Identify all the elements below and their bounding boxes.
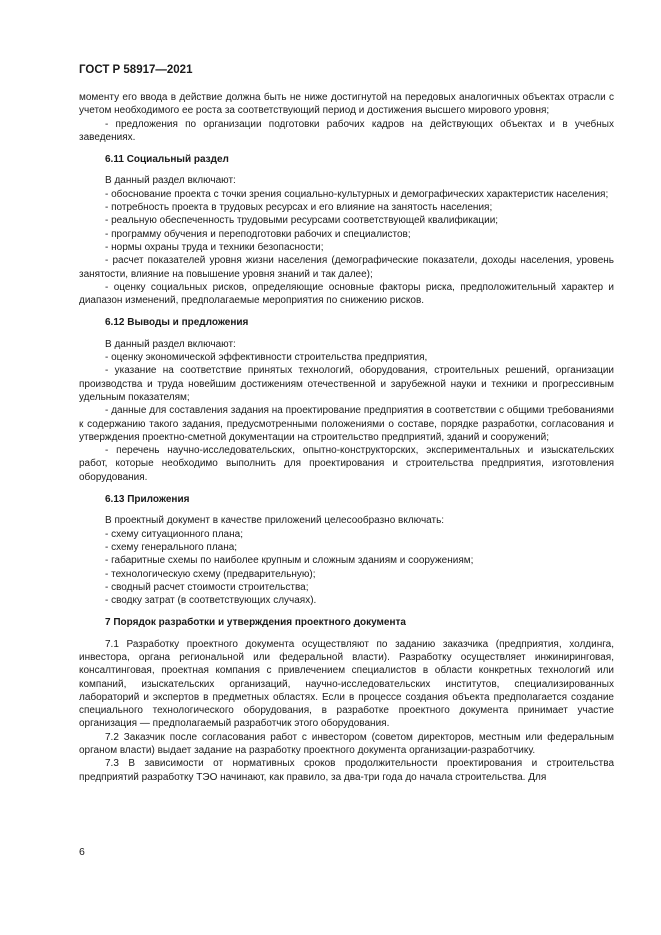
paragraph: - предложения по организации подготовки рабочих кадров на действующих объектах и в учебных заведениях. [79,118,614,143]
list-item: - габаритные схемы по наиболее крупным и сложным зданиям и сооружениям; [105,555,474,567]
list-item: - нормы охраны труда и техники безопасности; [105,241,324,253]
list-item: - технологическую схему (предварительную); [105,568,316,580]
list-item: - схему ситуационного плана; [105,528,243,540]
list-item: - сводный расчет стоимости строительства; [105,581,309,593]
list-item: - реальную обеспеченность трудовыми ресурсами соответствующей квалификации; [105,215,499,227]
standard-header: ГОСТ Р 58917—2021 [79,64,193,76]
paragraph: В данный раздел включают: [105,338,236,350]
list-item: - данные для составления задания на проектирование предприятия в соответствии с общими требованиями к содержанию такого задания, предусмотренными положениями о составе, порядке разработки, согласования и утверждения проектно-сметной документации на строительство предприятий, зданий и сооружений; [79,405,614,443]
list-item: - сводку затрат (в соответствующих случаях). [105,595,317,607]
list-item: - расчет показателей уровня жизни населения (демографические показатели, доходы населения, уровень занятости, влияние на повышение уровня знаний и так далее); [79,255,614,280]
paragraph: В проектный документ в качестве приложений целесообразно включать: [105,515,445,527]
list-item: - обоснование проекта с точки зрения социально-культурных и демографических характеристик населения; [105,188,609,200]
list-item: - потребность проекта в трудовых ресурсах и его влияние на занятость населения; [105,202,493,214]
list-item: - программу обучения и переподготовки рабочих и специалистов; [105,228,411,240]
list-item: - схему генерального плана; [105,541,238,553]
section-heading-6-13: 6.13 Приложения [105,494,190,506]
list-item: - указание на соответствие принятых технологий, оборудования, строительных решений, организации производства и труда новейшим достижениям отечественной и зарубежной науки и техники и прогрессивным удельным показателям; [79,365,614,403]
section-heading-6-11: 6.11 Социальный раздел [105,154,229,166]
list-item: - перечень научно-исследовательских, опытно-конструкторских, экспериментальных и изыскательских работ, которые необходимо выполнить для проектирования и строительства предприятия, изготовления оборудования. [79,445,614,483]
paragraph: моменту его ввода в действие должна быть не ниже достигнутой на передовых аналогичных объектах отрасли с учетом необходимого ее роста за соответствующий период и достижения высшего мирового уровня; [79,92,614,117]
list-item: - оценку экономической эффективности строительства предприятия, [105,352,428,364]
paragraph: 7.3 В зависимости от нормативных сроков продолжительности проектирования и строительства предприятий разработку ТЭО начинают, как правило, за два-три года до начала строительства. Для [79,758,614,783]
paragraph: 7.2 Заказчик после согласования работ с инвестором (советом директоров, местным или федеральным органом власти) выдает задание на разработку проектного документа организации-разработчику. [79,731,614,757]
paragraph: 7.1 Разработку проектного документа осуществляют по заданию заказчика (предприятия, холдинга, инвестора, органа региональной или федеральной власти). Разработку осуществляет инжиниринговая, консалтинговая, проектная компания с привлечением специалистов в области конкретных технологий или компаний, изыскательских организаций, научно-исследовательских институтов, специализированных лабораторий и экспертов в предметных областях. Если в процессе создания объекта предполагается создание специального технологического оборудования, в разработке проектного документа принимает участие организация — предполагаемый разработчик этого оборудования. [79,638,614,730]
section-heading-7: 7 Порядок разработки и утверждения проектного документа [105,617,406,629]
page-number: 6 [79,846,85,858]
list-item: - оценку социальных рисков, определяющие основные факторы риска, предположительный характер и диапазон изменений, предполагаемые мероприятия по снижению рисков. [79,281,614,307]
section-heading-6-12: 6.12 Выводы и предложения [105,317,249,329]
paragraph: В данный раздел включают: [105,175,236,187]
document-body [79,91,614,784]
